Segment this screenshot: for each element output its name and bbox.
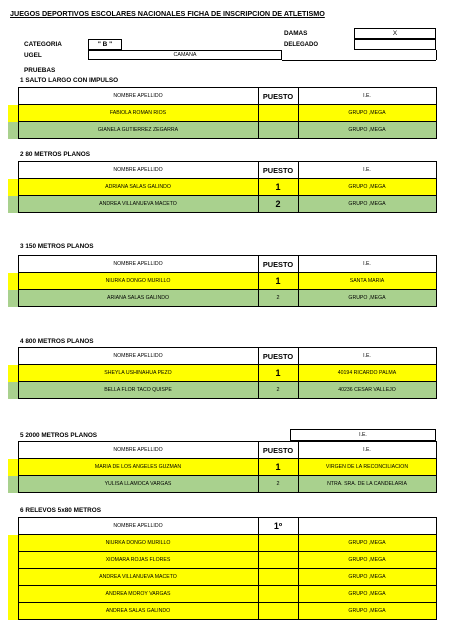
table-row <box>8 552 436 569</box>
col-header-ie: I.E. <box>298 442 436 459</box>
section-title: 4 800 METROS PLANOS <box>20 338 94 345</box>
ugel-label: UGEL <box>24 52 42 59</box>
damas-mark: X <box>392 30 398 37</box>
row-gutter <box>8 442 18 459</box>
athlete-name[interactable]: ANDREA VILLANUEVA MACETO <box>18 196 258 213</box>
athlete-puesto[interactable]: 1 <box>258 459 298 476</box>
athlete-ie[interactable]: GRUPO ,MEGA <box>298 569 436 586</box>
table-row <box>8 476 436 493</box>
section-table-150m <box>8 255 437 307</box>
athlete-ie[interactable]: GRUPO ,MEGA <box>298 603 436 620</box>
athlete-puesto[interactable] <box>258 535 298 552</box>
row-gutter <box>8 586 18 603</box>
athlete-ie[interactable]: GRUPO ,MEGA <box>298 535 436 552</box>
table-row <box>8 382 436 399</box>
delegado-label: DELEGADO <box>284 42 319 48</box>
athlete-ie[interactable]: 40236 CESAR VALLEJO <box>298 382 436 399</box>
col-header-ie-top <box>290 429 436 441</box>
table-row <box>8 290 436 307</box>
table-row <box>8 365 436 382</box>
row-gutter <box>8 365 18 382</box>
athlete-ie[interactable]: GRUPO ,MEGA <box>298 179 436 196</box>
ugel-right-edge <box>436 50 437 60</box>
athlete-name[interactable]: ADRIANA SALAS GALINDO <box>18 179 258 196</box>
athlete-name[interactable]: YULISA LLAMOCA VARGAS <box>18 476 258 493</box>
athlete-ie[interactable]: GRUPO ,MEGA <box>298 552 436 569</box>
categoria-label: CATEGORIA <box>24 41 62 48</box>
row-gutter <box>8 88 18 105</box>
categoria-value: " B " <box>97 41 113 48</box>
athlete-puesto[interactable] <box>258 569 298 586</box>
athlete-puesto[interactable]: 2 <box>258 290 298 307</box>
col-header-puesto: PUESTO <box>258 348 298 365</box>
row-gutter <box>8 459 18 476</box>
row-gutter <box>8 535 18 552</box>
section-table-80m <box>8 161 437 213</box>
col-header-puesto: PUESTO <box>258 162 298 179</box>
athlete-puesto[interactable]: 2 <box>258 382 298 399</box>
row-gutter <box>8 105 18 122</box>
row-gutter <box>8 348 18 365</box>
athlete-puesto[interactable] <box>258 586 298 603</box>
section-title: 3 150 METROS PLANOS <box>20 243 94 250</box>
table-row <box>8 179 436 196</box>
section-table-800m <box>8 347 437 399</box>
damas-label: DAMAS <box>284 30 308 37</box>
row-gutter <box>8 196 18 213</box>
athlete-ie[interactable]: GRUPO ,MEGA <box>298 586 436 603</box>
athlete-ie[interactable]: NTRA. SRA. DE LA CANDELARIA <box>298 476 436 493</box>
col-header-ie: I.E. <box>298 256 436 273</box>
row-gutter <box>8 382 18 399</box>
athlete-puesto[interactable]: 2 <box>258 196 298 213</box>
ugel-underline <box>282 60 436 61</box>
col-header-name: NOMBRE APELLIDO <box>18 442 258 459</box>
table-row <box>8 273 436 290</box>
row-gutter <box>8 603 18 620</box>
col-header-name: NOMBRE APELLIDO <box>18 256 258 273</box>
section-title: 6 RELEVOS 5x80 METROS <box>20 507 101 514</box>
table-row <box>8 586 436 603</box>
col-header-name: NOMBRE APELLIDO <box>18 348 258 365</box>
athlete-puesto[interactable]: 1 <box>258 179 298 196</box>
athlete-name[interactable]: NIURKA DONGO MURILLO <box>18 273 258 290</box>
section-table-2000m <box>8 441 437 493</box>
form-title: JUEGOS DEPORTIVOS ESCOLARES NACIONALES FICHA DE INSCRIPCION DE ATLETISMO <box>10 9 325 18</box>
col-header-ie-empty <box>298 518 436 535</box>
row-gutter <box>8 569 18 586</box>
pruebas-label: PRUEBAS <box>24 67 56 74</box>
row-gutter <box>8 162 18 179</box>
col-header-ie-top-label: I.E. <box>359 432 367 438</box>
table-row <box>8 535 436 552</box>
col-header-name: NOMBRE APELLIDO <box>18 162 258 179</box>
athlete-name[interactable]: BELLA FLOR TACO QUISPE <box>18 382 258 399</box>
damas-mark-box[interactable] <box>354 28 436 39</box>
categoria-value-box[interactable] <box>88 39 122 50</box>
section-table-salto-largo <box>8 87 437 139</box>
col-header-ie: I.E. <box>298 162 436 179</box>
delegado-field[interactable] <box>354 39 436 50</box>
table-row <box>8 105 436 122</box>
row-gutter <box>8 552 18 569</box>
col-header-puesto: PUESTO <box>258 88 298 105</box>
row-gutter <box>8 273 18 290</box>
section-table-relevos <box>8 517 437 620</box>
row-gutter <box>8 518 18 535</box>
athlete-puesto[interactable]: 1 <box>258 365 298 382</box>
col-header-ie: I.E. <box>298 348 436 365</box>
athlete-name[interactable]: ANDREA VILLANUEVA MACETO <box>18 569 258 586</box>
athlete-name[interactable]: MARIA DE LOS ANGELES GUZMAN <box>18 459 258 476</box>
athlete-puesto[interactable] <box>258 122 298 139</box>
athlete-ie[interactable]: 40194 RICARDO PALMA <box>298 365 436 382</box>
athlete-name[interactable]: FABIOLA ROMAN RIOS <box>18 105 258 122</box>
row-gutter <box>8 122 18 139</box>
ugel-value: CAMANA <box>173 52 197 58</box>
athlete-puesto[interactable]: 2 <box>258 476 298 493</box>
row-gutter <box>8 256 18 273</box>
col-header-puesto: PUESTO <box>258 256 298 273</box>
table-row <box>8 603 436 620</box>
ugel-value-box[interactable] <box>88 50 282 60</box>
row-gutter <box>8 179 18 196</box>
section-title: 5 2000 METROS PLANOS <box>20 432 98 439</box>
athlete-name[interactable]: SHEYLA USHINAHUA PEZO <box>18 365 258 382</box>
athlete-ie[interactable]: SANTA MARIA <box>298 273 436 290</box>
row-gutter <box>8 476 18 493</box>
col-header-name: NOMBRE APELLIDO <box>18 88 258 105</box>
athlete-puesto[interactable] <box>258 105 298 122</box>
table-row <box>8 196 436 213</box>
athlete-puesto[interactable] <box>258 603 298 620</box>
athlete-name[interactable]: GIANELA GUTIERREZ ZEGARRA <box>18 122 258 139</box>
table-row <box>8 459 436 476</box>
athlete-ie[interactable]: VIRGEN DE LA RECONCILIACION <box>298 459 436 476</box>
athlete-ie[interactable]: GRUPO ,MEGA <box>298 290 436 307</box>
athlete-ie[interactable]: GRUPO ,MEGA <box>298 196 436 213</box>
athlete-puesto[interactable]: 1 <box>258 273 298 290</box>
col-header-puesto: PUESTO <box>258 442 298 459</box>
athlete-name[interactable]: ANDREA SALAS GALINDO <box>18 603 258 620</box>
col-header-ie: I.E. <box>298 88 436 105</box>
table-row <box>8 569 436 586</box>
athlete-name[interactable]: NIURKA DONGO MURILLO <box>18 535 258 552</box>
athlete-name[interactable]: ARIANA SALAS GALINDO <box>18 290 258 307</box>
athlete-puesto[interactable] <box>258 552 298 569</box>
athlete-name[interactable]: XIOMARA ROJAS FLORES <box>18 552 258 569</box>
row-gutter <box>8 290 18 307</box>
col-header-name: NOMBRE APELLIDO <box>18 518 258 535</box>
relay-place: 1º <box>258 518 298 535</box>
athlete-ie[interactable]: GRUPO ,MEGA <box>298 122 436 139</box>
section-title: 1 SALTO LARGO CON IMPULSO <box>20 77 119 84</box>
section-title: 2 80 METROS PLANOS <box>20 151 90 158</box>
athlete-name[interactable]: ANDREA MOROY VARGAS <box>18 586 258 603</box>
table-row <box>8 122 436 139</box>
athlete-ie[interactable]: GRUPO ,MEGA <box>298 105 436 122</box>
